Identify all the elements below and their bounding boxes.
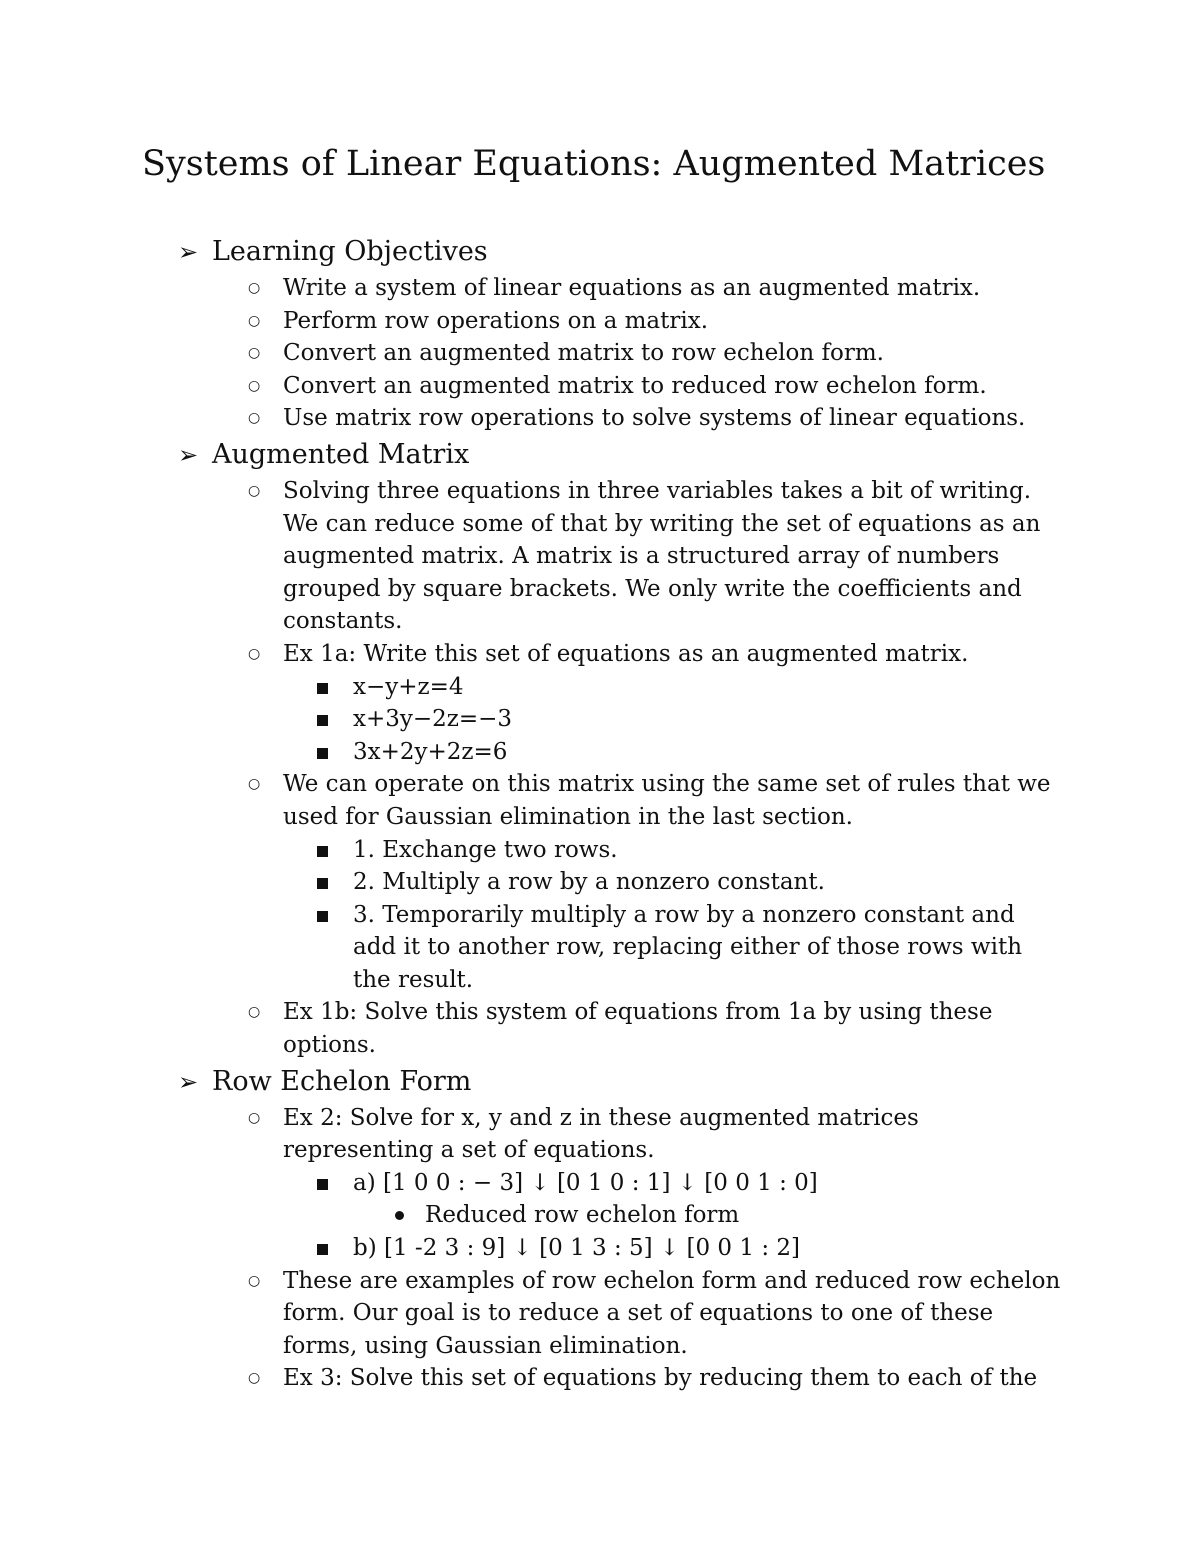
circle-bullet-icon: ○	[248, 410, 261, 427]
list-item	[248, 768, 1063, 996]
square-bullet-icon	[317, 878, 328, 889]
square-bullet-icon	[317, 715, 328, 726]
item-text: Solving three equations in three variables takes a bit of writing. We can reduce some of that by writing the set of equations as an augmented matrix. A matrix is a structured array of numbers grouped by square brackets. We only write the coefficients and constants.	[283, 477, 1041, 635]
circle-bullet-icon: ○	[248, 345, 261, 362]
matrix-list	[353, 1167, 1063, 1265]
list-item	[248, 272, 1063, 305]
dot-bullet-icon	[395, 1211, 404, 1220]
circle-bullet-icon: ○	[248, 482, 261, 499]
matrix-item	[353, 1232, 1063, 1265]
section-heading: Learning Objectives	[212, 236, 488, 267]
circle-bullet-icon: ○	[248, 312, 261, 329]
square-bullet-icon	[317, 846, 328, 857]
section-heading: Row Echelon Form	[212, 1065, 472, 1097]
matrix-item	[353, 1167, 1063, 1232]
equation-text: 3x+2y+2z=6	[353, 738, 508, 765]
item-list	[248, 1102, 1063, 1395]
equation-item	[353, 736, 1063, 769]
list-item	[248, 305, 1063, 338]
rule-item	[353, 899, 1063, 997]
item-text: Convert an augmented matrix to row echelon form.	[283, 340, 884, 367]
section-heading: Augmented Matrix	[212, 438, 470, 470]
equation-item	[353, 703, 1063, 736]
note-item	[425, 1199, 1063, 1232]
square-bullet-icon	[317, 1244, 328, 1255]
list-item	[248, 638, 1063, 768]
list-item	[248, 337, 1063, 370]
square-bullet-icon	[317, 1179, 328, 1190]
item-text: These are examples of row echelon form and reduced row echelon form. Our goal is to reduce a set of equations to one of these forms, using Gaussian elimination.	[283, 1267, 1061, 1359]
equation-text: x+3y−2z=−3	[353, 706, 513, 733]
arrow-bullet-icon: ➢	[178, 1067, 199, 1096]
item-text: We can operate on this matrix using the same set of rules that we used for Gaussian elimination in the last section.	[283, 771, 1051, 830]
rule-text: 2. Multiply a row by a nonzero constant.	[353, 869, 825, 896]
item-text: Ex 2: Solve for x, y and z in these augmented matrices representing a set of equations.	[283, 1104, 919, 1164]
circle-bullet-icon: ○	[248, 1370, 261, 1387]
rule-item	[353, 834, 1063, 867]
arrow-bullet-icon: ➢	[178, 440, 199, 469]
circle-bullet-icon: ○	[248, 1109, 261, 1126]
matrix-text: b) [1 -2 3 : 9] ↓ [0 1 3 : 5] ↓ [0 0 1 : 2]	[353, 1235, 800, 1262]
list-item	[248, 1362, 1063, 1395]
item-text: Convert an augmented matrix to reduced row echelon form.	[283, 372, 987, 399]
item-text: Ex 3: Solve this set of equations by reducing them to each of the	[283, 1365, 1038, 1392]
note-list	[425, 1199, 1063, 1232]
rule-list	[353, 834, 1063, 997]
item-text: Write a system of linear equations as an augmented matrix.	[283, 275, 981, 301]
circle-bullet-icon: ○	[248, 280, 261, 296]
item-text: Ex 1a: Write this set of equations as an augmented matrix.	[283, 640, 969, 667]
list-item	[248, 1102, 1063, 1265]
circle-bullet-icon: ○	[248, 776, 261, 793]
list-item	[248, 1265, 1063, 1363]
equation-list	[353, 671, 1063, 769]
note-text: Reduced row echelon form	[425, 1202, 740, 1229]
circle-bullet-icon: ○	[248, 377, 261, 394]
list-item	[248, 996, 1063, 1061]
outline	[0, 232, 1200, 1395]
square-bullet-icon	[317, 911, 328, 922]
list-item	[248, 475, 1063, 638]
section-learning-objectives	[0, 232, 1200, 435]
rule-text: 1. Exchange two rows.	[353, 836, 618, 863]
item-list	[248, 272, 1063, 435]
square-bullet-icon	[317, 683, 328, 694]
circle-bullet-icon: ○	[248, 1272, 261, 1289]
page-title: Systems of Linear Equations: Augmented Matrices	[142, 144, 1046, 184]
arrow-bullet-icon: ➢	[178, 238, 199, 266]
circle-bullet-icon: ○	[248, 1004, 261, 1021]
list-item	[248, 402, 1063, 435]
section-list	[0, 232, 1200, 1395]
section-row-echelon-form	[0, 1062, 1200, 1395]
rule-text: 3. Temporarily multiply a row by a nonzero constant and add it to another row, replacing either of those rows with the result.	[353, 901, 1023, 993]
section-augmented-matrix	[0, 435, 1200, 1062]
rule-item	[353, 866, 1063, 899]
square-bullet-icon	[317, 748, 328, 759]
equation-item	[353, 671, 1063, 704]
item-text: Perform row operations on a matrix.	[283, 307, 709, 334]
matrix-text: a) [1 0 0 : − 3] ↓ [0 1 0 : 1] ↓ [0 0 1 : 0]	[353, 1169, 818, 1196]
circle-bullet-icon: ○	[248, 645, 261, 662]
equation-text: x−y+z=4	[353, 673, 464, 700]
item-text: Ex 1b: Solve this system of equations from 1a by using these options.	[283, 999, 993, 1059]
item-list	[248, 475, 1063, 1062]
item-text: Use matrix row operations to solve systems of linear equations.	[283, 405, 1026, 432]
list-item	[248, 370, 1063, 403]
